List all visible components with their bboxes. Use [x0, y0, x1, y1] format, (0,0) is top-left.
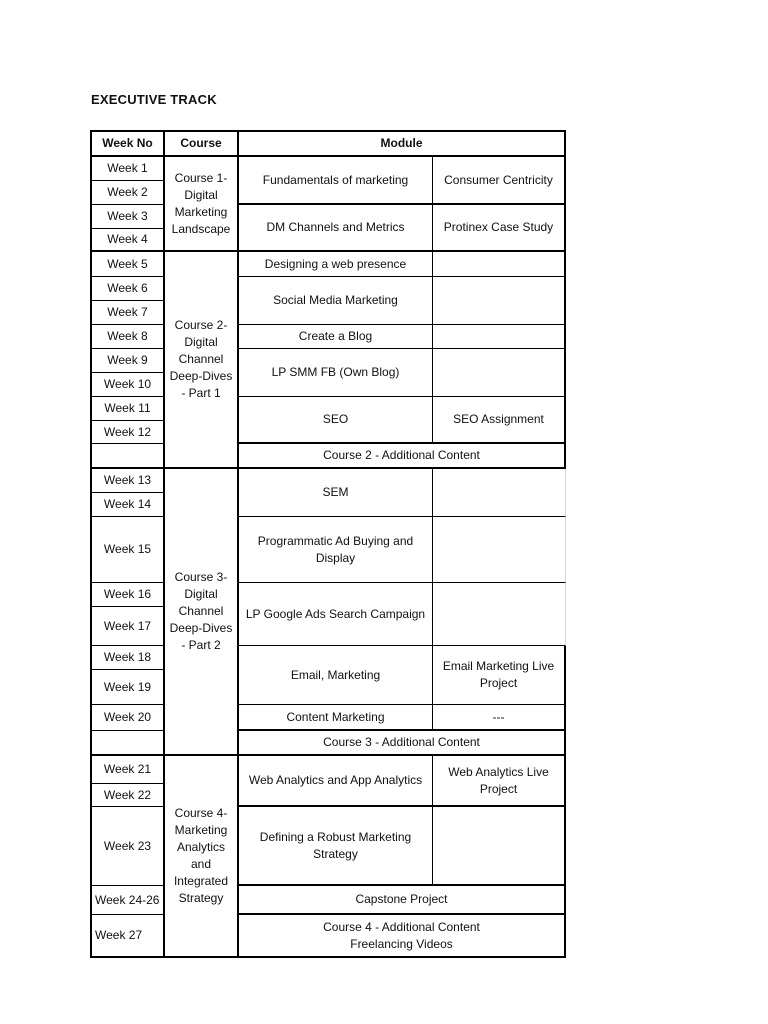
module-cell: Fundamentals of marketing — [239, 157, 433, 205]
course-cell: Course 4-Marketing Analytics and Integrated Strategy — [165, 756, 239, 958]
week-cell: Week 8 — [90, 325, 165, 349]
week-cell: Week 15 — [90, 517, 165, 583]
module-cell: Content Marketing — [239, 705, 433, 731]
week-cell: Week 27 — [90, 915, 165, 958]
module-cell: SEM — [239, 469, 433, 517]
week-cell: Week 4 — [90, 229, 165, 252]
module-extra-empty — [433, 252, 566, 277]
week-cell: Week 18 — [90, 646, 165, 670]
course-cell: Course 1- Digital Marketing Landscape — [165, 157, 239, 252]
executive-track-table — [90, 130, 566, 951]
freelancing-label: Freelancing Videos — [350, 936, 453, 951]
additional-content-row: Course 2 - Additional Content — [239, 444, 566, 469]
course-cell: Course 2-Digital Channel Deep-Dives - Part 1 — [165, 252, 239, 469]
week-cell: Week 6 — [90, 277, 165, 301]
week-cell: Week 2 — [90, 181, 165, 205]
week-cell: Week 10 — [90, 373, 165, 397]
module-extra-empty — [433, 277, 566, 325]
module-extra-cell: Consumer Centricity — [433, 157, 566, 205]
module-extra-empty — [433, 349, 566, 397]
module-cell: Email, Marketing — [239, 646, 433, 705]
week-cell: Week 3 — [90, 205, 165, 229]
module-extra-empty — [433, 469, 566, 517]
module-cell: SEO — [239, 397, 433, 444]
week-cell: Week 19 — [90, 670, 165, 705]
module-extra-empty — [433, 325, 566, 349]
module-extra-cell: Protinex Case Study — [433, 205, 566, 252]
week-cell: Week 17 — [90, 607, 165, 646]
week-cell-empty — [90, 731, 165, 756]
week-cell: Week 22 — [90, 784, 165, 807]
week-cell: Week 9 — [90, 349, 165, 373]
module-extra-cell: Web Analytics Live Project — [433, 756, 566, 807]
module-extra-cell: Email Marketing Live Project — [433, 646, 566, 705]
module-extra-empty — [433, 807, 566, 886]
week-cell: Week 21 — [90, 756, 165, 784]
week-cell: Week 24-26 — [90, 886, 165, 915]
final-content-row — [239, 915, 566, 958]
module-cell: Create a Blog — [239, 325, 433, 349]
header-module: Module — [239, 130, 566, 157]
module-extra-cell: SEO Assignment — [433, 397, 566, 444]
header-week-no: Week No — [90, 130, 165, 157]
week-cell: Week 20 — [90, 705, 165, 731]
module-cell: Defining a Robust Marketing Strategy — [239, 807, 433, 886]
week-cell-empty — [90, 444, 165, 469]
module-cell: Programmatic Ad Buying and Display — [239, 517, 433, 583]
week-cell: Week 16 — [90, 583, 165, 607]
module-cell: Web Analytics and App Analytics — [239, 756, 433, 807]
week-cell: Week 7 — [90, 301, 165, 325]
module-extra-cell: --- — [433, 705, 566, 731]
course-cell: Course 3-Digital Channel Deep-Dives - Part 2 — [165, 469, 239, 756]
additional-content-label: Course 4 - Additional Content — [323, 919, 480, 934]
module-cell: Social Media Marketing — [239, 277, 433, 325]
page-title: EXECUTIVE TRACK — [91, 92, 217, 107]
additional-content-row: Course 3 - Additional Content — [239, 731, 566, 756]
module-extra-empty — [433, 517, 566, 583]
week-cell: Week 5 — [90, 252, 165, 277]
header-course: Course — [165, 130, 239, 157]
capstone-row: Capstone Project — [239, 886, 566, 915]
week-cell: Week 13 — [90, 469, 165, 493]
module-cell: LP Google Ads Search Campaign — [239, 583, 433, 646]
module-cell: DM Channels and Metrics — [239, 205, 433, 252]
module-cell: Designing a web presence — [239, 252, 433, 277]
week-cell: Week 12 — [90, 421, 165, 444]
module-extra-empty — [433, 583, 566, 646]
week-cell: Week 23 — [90, 807, 165, 886]
module-cell: LP SMM FB (Own Blog) — [239, 349, 433, 397]
week-cell: Week 1 — [90, 157, 165, 181]
week-cell: Week 11 — [90, 397, 165, 421]
week-cell: Week 14 — [90, 493, 165, 517]
